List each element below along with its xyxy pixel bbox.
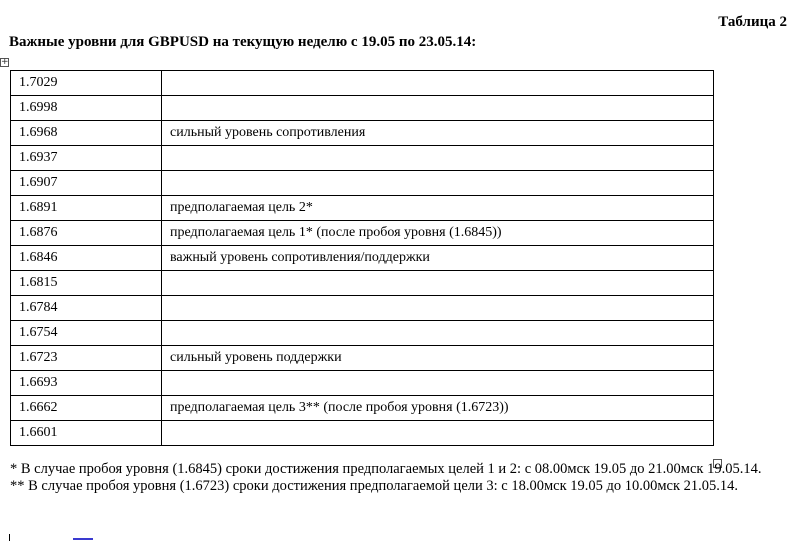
table-row — [11, 246, 714, 271]
note-cell — [162, 96, 714, 121]
table-row — [11, 71, 714, 96]
levels-table-body — [11, 71, 714, 446]
note-cell — [162, 421, 714, 446]
note-cell — [162, 371, 714, 396]
level-cell: 1.6907 — [11, 171, 162, 196]
table-move-handle-icon[interactable]: + — [1, 57, 9, 67]
level-cell: 1.6815 — [11, 271, 162, 296]
note-cell: сильный уровень поддержки — [162, 346, 714, 371]
link-underline[interactable] — [73, 538, 93, 540]
note-cell: предполагаемая цель 1* (после пробоя уровня (1.6845)) — [162, 221, 714, 246]
table-row — [11, 371, 714, 396]
level-cell: 1.6998 — [11, 96, 162, 121]
level-cell: 1.6784 — [11, 296, 162, 321]
note-cell: важный уровень сопротивления/поддержки — [162, 246, 714, 271]
level-cell: 1.6968 — [11, 121, 162, 146]
level-cell: 1.6662 — [11, 396, 162, 421]
footnote-1: * В случае пробоя уровня (1.6845) сроки достижения предполагаемых целей 1 и 2: с 08.00мск 19.05 до 21.00мск 19.05.14. — [10, 461, 762, 477]
footnotes — [10, 461, 780, 495]
note-cell — [162, 171, 714, 196]
table-row — [11, 346, 714, 371]
table-row — [11, 221, 714, 246]
note-cell — [162, 296, 714, 321]
level-cell: 1.6693 — [11, 371, 162, 396]
note-cell: предполагаемая цель 3** (после пробоя уровня (1.6723)) — [162, 396, 714, 421]
table-row — [11, 396, 714, 421]
table-row — [11, 96, 714, 121]
level-cell: 1.6754 — [11, 321, 162, 346]
note-cell — [162, 71, 714, 96]
document-title: Важные уровни для GBPUSD на текущую неделю с 19.05 по 23.05.14: — [9, 34, 477, 50]
table-row — [11, 196, 714, 221]
levels-table — [10, 70, 714, 446]
table-row — [11, 321, 714, 346]
text-cursor — [9, 534, 10, 541]
table-caption: Таблица 2 — [718, 14, 787, 30]
table-row — [11, 146, 714, 171]
level-cell: 1.6601 — [11, 421, 162, 446]
level-cell: 1.6876 — [11, 221, 162, 246]
note-cell: предполагаемая цель 2* — [162, 196, 714, 221]
level-cell: 1.6846 — [11, 246, 162, 271]
table-row — [11, 271, 714, 296]
level-cell: 1.7029 — [11, 71, 162, 96]
table-row — [11, 421, 714, 446]
table-row — [11, 121, 714, 146]
note-cell — [162, 271, 714, 296]
table-row — [11, 171, 714, 196]
level-cell: 1.6723 — [11, 346, 162, 371]
footnote-2: ** В случае пробоя уровня (1.6723) сроки достижения предполагаемой цели 3: с 18.00мск 19.05 до 10.00мск 21.05.14. — [10, 478, 739, 494]
level-cell: 1.6891 — [11, 196, 162, 221]
note-cell — [162, 146, 714, 171]
note-cell: сильный уровень сопротивления — [162, 121, 714, 146]
table-row — [11, 296, 714, 321]
level-cell: 1.6937 — [11, 146, 162, 171]
note-cell — [162, 321, 714, 346]
